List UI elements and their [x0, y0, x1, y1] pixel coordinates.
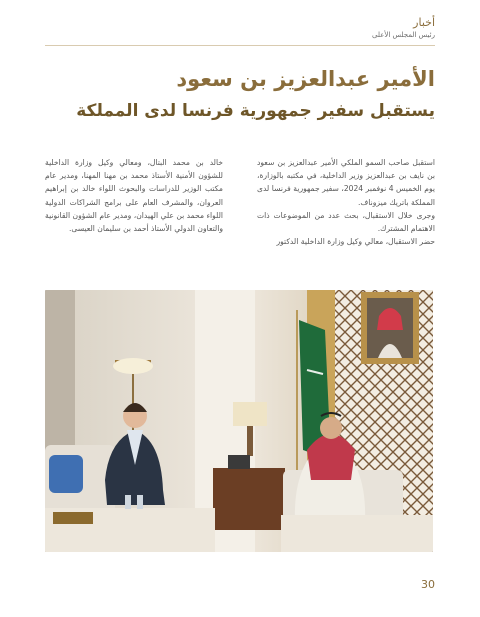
tissue-box — [228, 455, 250, 469]
meeting-photo-illustration — [45, 290, 433, 552]
water-glass — [125, 495, 131, 509]
article-headline — [76, 66, 435, 122]
lamp-left — [113, 358, 153, 374]
section-subtitle: رئيس المجلس الأعلى — [372, 31, 435, 39]
front-table — [281, 515, 433, 552]
body-paragraph: حضر الاستقبال، معالي وكيل وزارة الداخلية الدكتور — [276, 237, 435, 247]
section-header — [372, 16, 435, 40]
table-lamp-shade — [233, 402, 267, 426]
body-paragraph: خالد بن محمد البتال، ومعالي وكيل وزارة الداخلية للشؤون الأمنية الأستاذ محمد بن مهنا المهنا، ومدير عام مكتب الوزير للدراسات والبحوث اللواء خالد بن إبراهيم العروان، والمشرف العام على برامج الشراكات الدولية اللواء محمد بن علي الهيدان، ومدير عام الشؤون القانونية والتعاون الدولي الأستاذ أحمد بن سليمان العيسى. — [45, 158, 223, 234]
table-lamp-base — [247, 426, 253, 456]
body-paragraph: وجرى خلال الاستقبال، بحث عدد من الموضوعات ذات الاهتمام المشترك. — [257, 210, 435, 234]
tray — [53, 512, 93, 524]
article-column-right — [257, 156, 435, 248]
side-table — [213, 468, 285, 530]
headline-line-1: الأمير عبدالعزيز بن سعود — [176, 67, 435, 91]
host-head — [320, 417, 342, 439]
body-paragraph: استقبل صاحب السمو الملكي الأمير عبدالعزيز بن سعود بن نايف بن عبدالعزيز وزير الداخلية، في مكتبه بالوزارة، يوم الخميس 4 نوفمبر 2024، سفير جمهورية فرنسا لدى المملكة باتريك ميزوناف. — [257, 158, 435, 207]
page-number: 30 — [421, 578, 435, 591]
section-title: أخبار — [413, 16, 435, 29]
header-divider — [45, 45, 435, 46]
water-glass — [137, 495, 143, 509]
headline-line-2: يستقبل سفير جمهورية فرنسا لدى المملكة — [76, 101, 435, 121]
article-column-left — [45, 156, 223, 235]
blue-cushion — [49, 455, 83, 493]
article-photo — [45, 290, 433, 552]
